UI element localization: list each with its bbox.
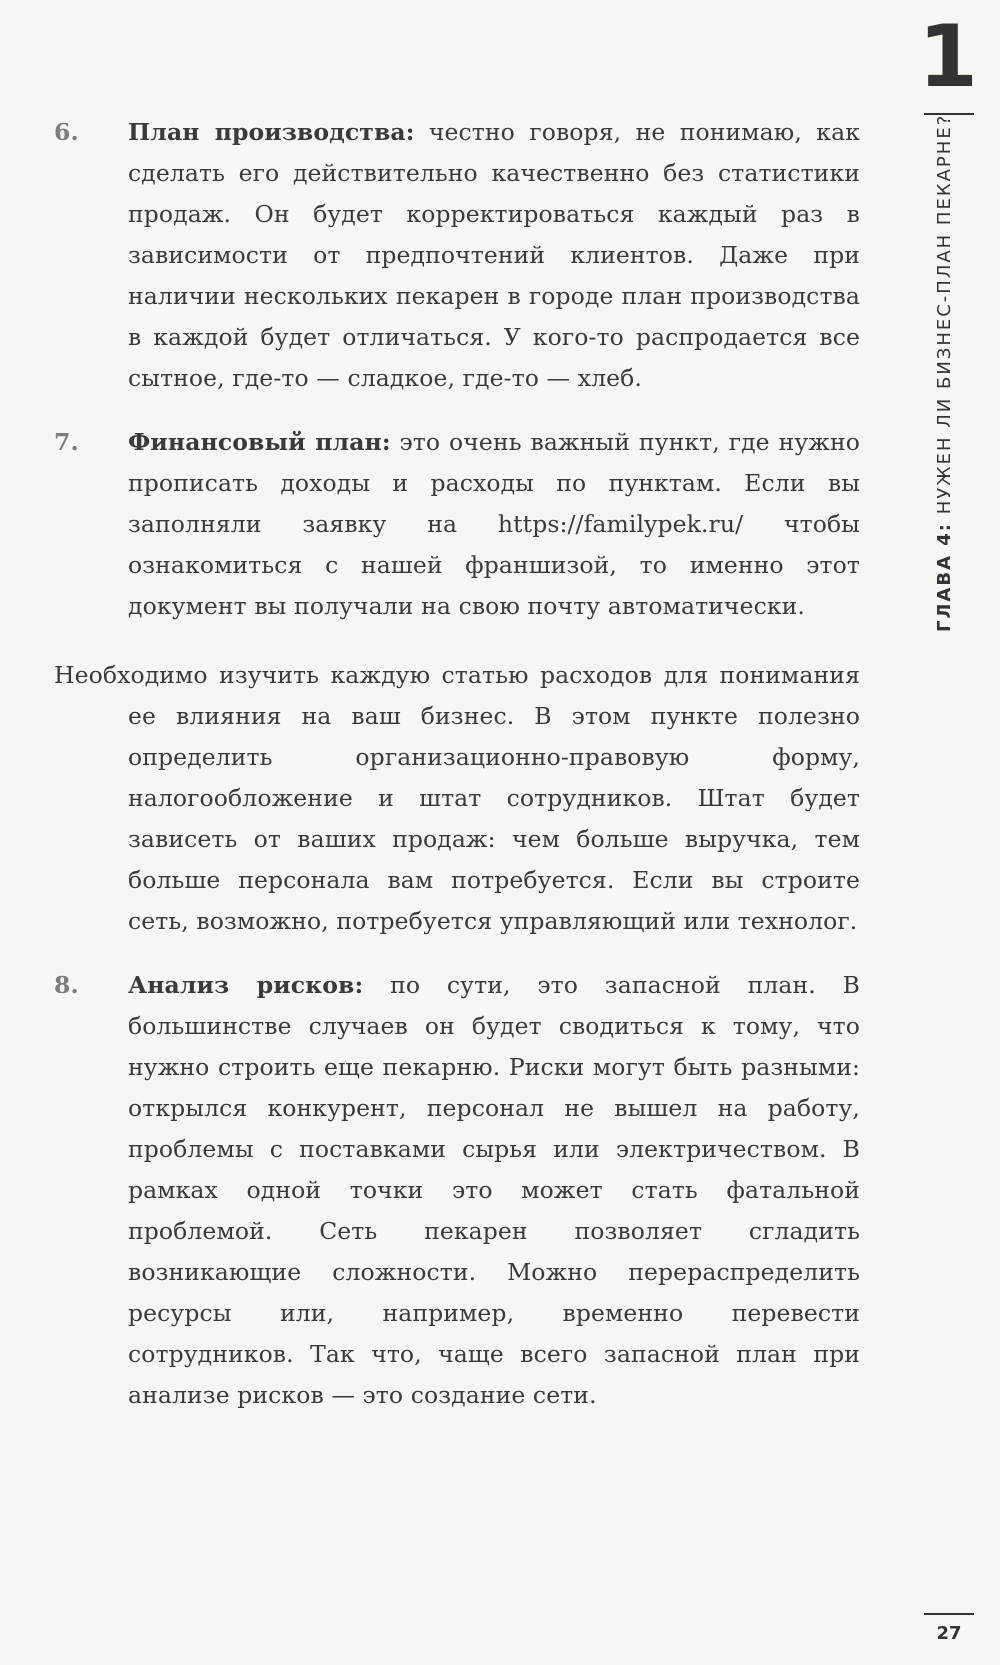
chapter-label-bold: ГЛАВА 4: <box>934 522 955 632</box>
chapter-number: 1 <box>918 7 978 107</box>
item-lead: План производства: <box>128 118 415 146</box>
item-body <box>128 965 860 1416</box>
chapter-label-rest: НУЖЕН ЛИ БИЗНЕС-ПЛАН ПЕКАРНЕ? <box>934 113 955 522</box>
item-text: честно говоря, не понимаю, как сделать его действительно качественно без статистики продаж. Он будет корректироваться каждый раз в зависимости от предпочтений клиентов. Даже при наличии нескольких пекарен в городе план производства в каждой будет отличаться. У кого-то распродается все сытное, где-то — сладкое, где-то — хлеб. <box>128 118 860 392</box>
item-lead: Финансовый план: <box>128 428 391 456</box>
chapter-running-title <box>934 114 955 632</box>
item-number: 6. <box>54 118 79 146</box>
body-paragraph: Необходимо изучить каждую статью расходов для понимания ее влияния на ваш бизнес. В этом пункте полезно определить организационно-правовую форму, налогообложение и штат сотрудников. Штат будет зависеть от ваших продаж: чем больше выручка, тем больше персонала вам потребуется. Если вы строите сеть, возможно, потребуется управляющий или технолог. <box>54 661 860 935</box>
item-number: 7. <box>54 428 79 456</box>
item-body <box>128 422 860 627</box>
item-number: 8. <box>54 971 79 999</box>
item-lead: Анализ рисков: <box>128 971 364 999</box>
item-text: по сути, это запасной план. В большинстве случаев он будет сводиться к тому, что нужно строить еще пекарню. Риски могут быть разными: открылся конкурент, персонал не вышел на работу, проблемы с поставками сырья или электричеством. В рамках одной точки это может стать фатальной проблемой. Сеть пекарен позволяет сгладить возникающие сложности. Можно перераспределить ресурсы или, например, временно перевести сотрудников. Так что, чаще всего запасной план при анализе рисков — это создание сети. <box>128 971 861 1409</box>
list-item-risk-analysis <box>54 965 860 1416</box>
list-item-financial-plan <box>54 422 860 627</box>
list-item-production-plan <box>54 112 860 399</box>
footer-divider <box>924 1613 974 1615</box>
item-text: это очень важный пункт, где нужно прописать доходы и расходы по пунктам. Если вы заполняли заявку на https://familypek.ru/ чтобы ознакомиться с нашей франшизой, то именно этот документ вы получали на свою почту автоматически. <box>128 428 860 620</box>
page-number: 27 <box>936 1623 962 1644</box>
item-body <box>128 112 860 399</box>
